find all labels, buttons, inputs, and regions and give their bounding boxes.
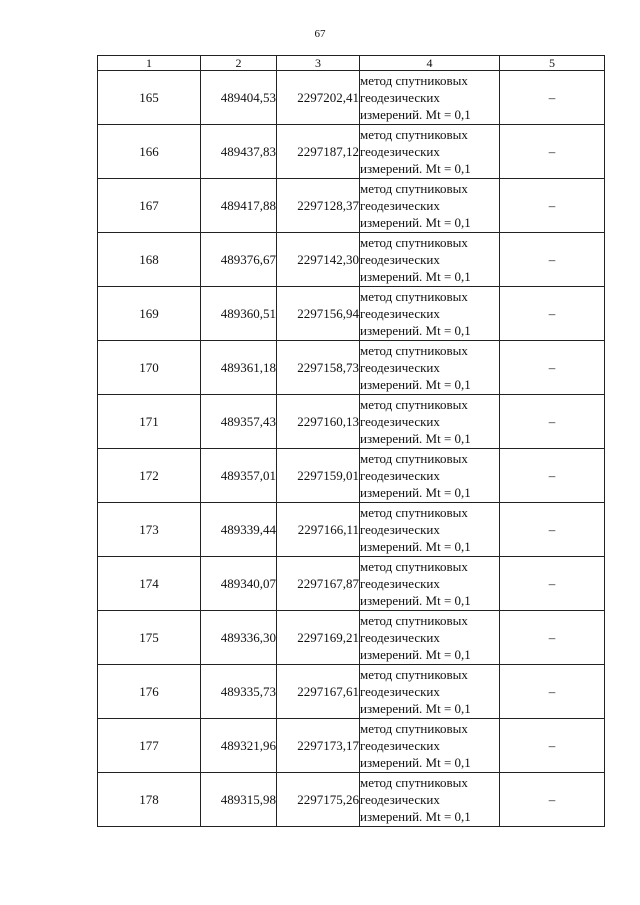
x-coordinate-cell: 489404,53 [201,71,277,125]
y-coordinate-cell: 2297169,21 [277,611,360,665]
header-col-5: 5 [500,56,605,71]
x-coordinate-cell: 489315,98 [201,773,277,827]
y-coordinate-cell: 2297173,17 [277,719,360,773]
point-number-cell: 175 [98,611,201,665]
method-text-line: измерений. Mt = 0,1 [360,647,471,662]
y-coordinate-cell: 2297158,73 [277,341,360,395]
y-coordinate-cell: 2297187,12 [277,125,360,179]
table-row [98,179,605,233]
table-row [98,449,605,503]
note-cell: – [500,71,605,125]
x-coordinate-cell: 489321,96 [201,719,277,773]
method-text-line: геодезических [360,414,440,429]
method-cell [360,395,500,449]
table-row [98,503,605,557]
point-number-cell: 166 [98,125,201,179]
table-row [98,341,605,395]
method-text-line: геодезических [360,198,440,213]
x-coordinate-cell: 489340,07 [201,557,277,611]
method-text-line: геодезических [360,468,440,483]
y-coordinate-cell: 2297175,26 [277,773,360,827]
header-col-2: 2 [201,56,277,71]
y-coordinate-cell: 2297142,30 [277,233,360,287]
table-row [98,287,605,341]
method-text-line: измерений. Mt = 0,1 [360,809,471,824]
point-number-cell: 167 [98,179,201,233]
y-coordinate-cell: 2297128,37 [277,179,360,233]
method-text-line: измерений. Mt = 0,1 [360,107,471,122]
method-cell [360,125,500,179]
note-cell: – [500,665,605,719]
method-cell [360,557,500,611]
x-coordinate-cell: 489336,30 [201,611,277,665]
y-coordinate-cell: 2297160,13 [277,395,360,449]
method-text-line: метод спутниковых [360,397,468,412]
y-coordinate-cell: 2297156,94 [277,287,360,341]
method-text-line: измерений. Mt = 0,1 [360,701,471,716]
point-number-cell: 174 [98,557,201,611]
method-text-line: метод спутниковых [360,235,468,250]
y-coordinate-cell: 2297167,61 [277,665,360,719]
note-cell: – [500,179,605,233]
note-cell: – [500,503,605,557]
method-text-line: измерений. Mt = 0,1 [360,593,471,608]
method-cell [360,719,500,773]
table-row [98,611,605,665]
method-text-line: геодезических [360,792,440,807]
note-cell: – [500,611,605,665]
table-header-row [98,56,605,71]
method-text-line: метод спутниковых [360,73,468,88]
method-text-line: измерений. Mt = 0,1 [360,485,471,500]
method-text-line: метод спутниковых [360,451,468,466]
note-cell: – [500,233,605,287]
method-text-line: метод спутниковых [360,667,468,682]
x-coordinate-cell: 489437,83 [201,125,277,179]
method-text-line: геодезических [360,522,440,537]
point-number-cell: 169 [98,287,201,341]
y-coordinate-cell: 2297167,87 [277,557,360,611]
header-col-3: 3 [277,56,360,71]
method-text-line: геодезических [360,684,440,699]
point-number-cell: 165 [98,71,201,125]
table-row [98,71,605,125]
note-cell: – [500,719,605,773]
table-row [98,395,605,449]
point-number-cell: 176 [98,665,201,719]
x-coordinate-cell: 489357,01 [201,449,277,503]
point-number-cell: 172 [98,449,201,503]
table-row [98,665,605,719]
note-cell: – [500,395,605,449]
method-cell [360,503,500,557]
table-body [98,71,605,827]
table-row [98,719,605,773]
note-cell: – [500,449,605,503]
point-number-cell: 178 [98,773,201,827]
x-coordinate-cell: 489360,51 [201,287,277,341]
method-text-line: геодезических [360,144,440,159]
method-text-line: метод спутниковых [360,181,468,196]
method-cell [360,179,500,233]
method-text-line: измерений. Mt = 0,1 [360,431,471,446]
point-number-cell: 177 [98,719,201,773]
method-text-line: геодезических [360,630,440,645]
note-cell: – [500,557,605,611]
method-text-line: метод спутниковых [360,289,468,304]
point-number-cell: 173 [98,503,201,557]
x-coordinate-cell: 489335,73 [201,665,277,719]
method-text-line: измерений. Mt = 0,1 [360,377,471,392]
x-coordinate-cell: 489361,18 [201,341,277,395]
header-col-1: 1 [98,56,201,71]
coordinates-table [97,55,605,827]
note-cell: – [500,287,605,341]
method-text-line: метод спутниковых [360,721,468,736]
method-cell [360,287,500,341]
note-cell: – [500,773,605,827]
method-text-line: измерений. Mt = 0,1 [360,161,471,176]
x-coordinate-cell: 489339,44 [201,503,277,557]
method-text-line: метод спутниковых [360,127,468,142]
method-text-line: геодезических [360,252,440,267]
method-cell [360,341,500,395]
method-text-line: измерений. Mt = 0,1 [360,269,471,284]
method-text-line: геодезических [360,576,440,591]
table-row [98,773,605,827]
method-cell [360,233,500,287]
method-text-line: метод спутниковых [360,505,468,520]
y-coordinate-cell: 2297202,41 [277,71,360,125]
method-text-line: метод спутниковых [360,775,468,790]
method-cell [360,71,500,125]
method-text-line: геодезических [360,360,440,375]
note-cell: – [500,341,605,395]
method-text-line: геодезических [360,306,440,321]
point-number-cell: 171 [98,395,201,449]
note-cell: – [500,125,605,179]
method-text-line: геодезических [360,90,440,105]
point-number-cell: 168 [98,233,201,287]
method-text-line: измерений. Mt = 0,1 [360,755,471,770]
method-text-line: измерений. Mt = 0,1 [360,539,471,554]
point-number-cell: 170 [98,341,201,395]
table-row [98,233,605,287]
table-row [98,557,605,611]
x-coordinate-cell: 489376,67 [201,233,277,287]
x-coordinate-cell: 489357,43 [201,395,277,449]
method-text-line: измерений. Mt = 0,1 [360,323,471,338]
y-coordinate-cell: 2297166,11 [277,503,360,557]
method-cell [360,611,500,665]
header-col-4: 4 [360,56,500,71]
method-text-line: метод спутниковых [360,613,468,628]
y-coordinate-cell: 2297159,01 [277,449,360,503]
method-text-line: метод спутниковых [360,559,468,574]
table-row [98,125,605,179]
method-cell [360,665,500,719]
method-text-line: геодезических [360,738,440,753]
x-coordinate-cell: 489417,88 [201,179,277,233]
page-number: 67 [314,28,326,40]
method-cell [360,773,500,827]
method-text-line: измерений. Mt = 0,1 [360,215,471,230]
method-cell [360,449,500,503]
method-text-line: метод спутниковых [360,343,468,358]
